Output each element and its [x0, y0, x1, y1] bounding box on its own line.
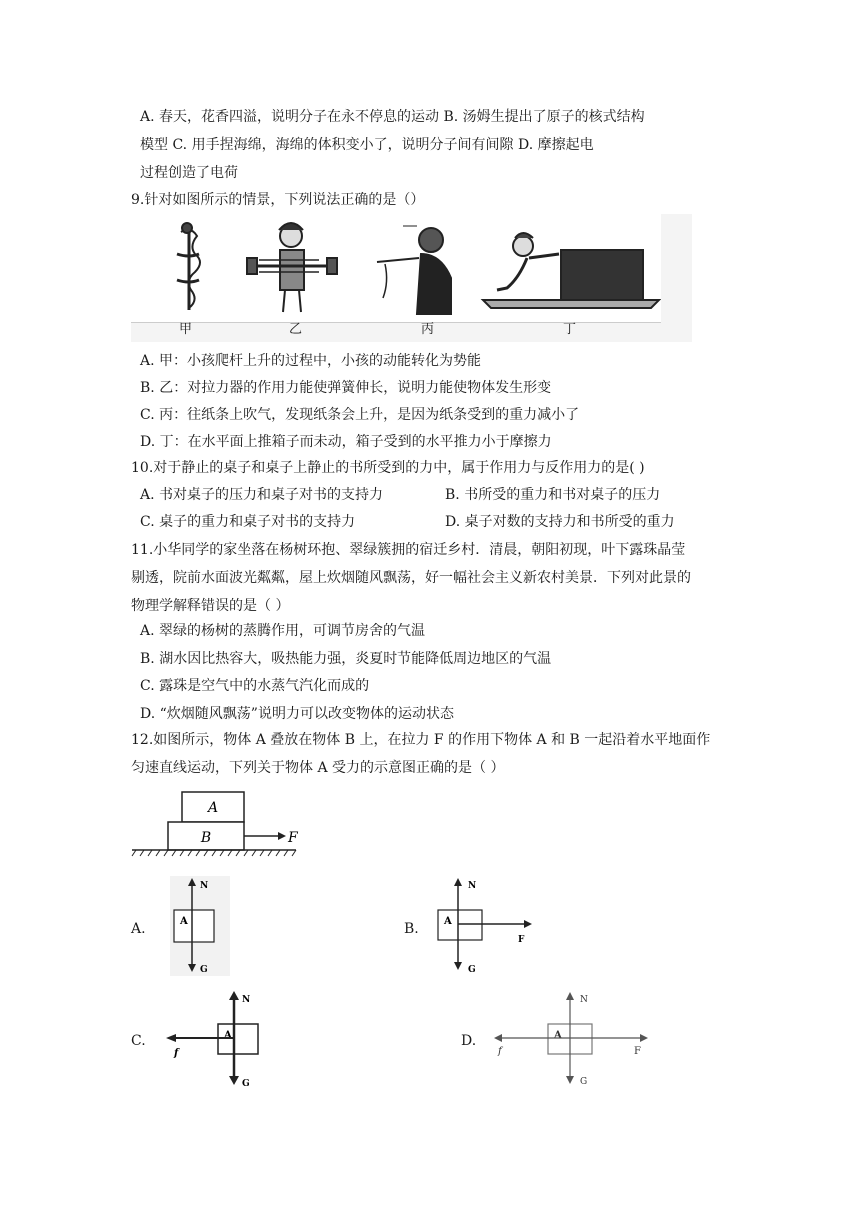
- q8-line3: 过程创造了电荷: [140, 165, 238, 181]
- q9-label-bing: 丙: [421, 322, 435, 337]
- q11-option-b: B. 湖水因比热容大，吸热能力强，炎夏时节能降低周边地区的气温: [140, 651, 552, 667]
- choice-d-pull-label: F: [634, 1046, 641, 1057]
- q11-option-a: A. 翠绿的杨树的蒸腾作用，可调节房舍的气温: [140, 623, 426, 639]
- q12-choice-d-diagram: [488, 990, 658, 1090]
- q11-option-c: C. 露珠是空气中的水蒸气汽化而成的: [140, 678, 370, 694]
- q11-line2: 剔透，院前水面波光粼粼，屋上炊烟随风飘荡，好一幅社会主义新农村美景．下列对此景的: [131, 570, 691, 586]
- q12-choice-a-letter: A.: [131, 921, 146, 937]
- force-f-label: F: [288, 830, 298, 846]
- choice-d-normal-head: [566, 992, 574, 1000]
- q9-label-jia: 甲: [179, 322, 193, 337]
- choice-d-friction-label: f: [498, 1046, 502, 1057]
- q9-label-yi: 乙: [289, 322, 303, 337]
- choice-c-gravity-label: G: [242, 1079, 250, 1089]
- q9-option-d: D. 丁：在水平面上推箱子而未动，箱子受到的水平推力小于摩擦力: [140, 434, 552, 450]
- choice-b-gravity-label: G: [468, 965, 476, 975]
- choice-d-pull-head: [640, 1034, 648, 1042]
- choice-c-friction-label: f: [174, 1048, 179, 1059]
- boy-expander-illustration: [247, 223, 337, 312]
- choice-a-gravity-label: G: [200, 965, 208, 975]
- blowing-paper-illustration: [377, 226, 451, 314]
- q12-choice-d-letter: D.: [461, 1033, 477, 1049]
- block-b-label: B: [200, 830, 212, 846]
- q10-option-c: C. 桌子的重力和桌子对书的支持力: [140, 514, 356, 530]
- q9-illustrations: [131, 214, 661, 322]
- q8-line2: 模型 C. 用手捏海绵，海绵的体积变小了，说明分子间有间隙 D. 摩擦起电: [140, 137, 594, 153]
- q9-option-c: C. 丙：往纸条上吹气，发现纸条会上升，是因为纸条受到的重力减小了: [140, 407, 580, 423]
- choice-c-gravity-head: [229, 1076, 239, 1085]
- q8-line1: A. 春天，花香四溢，说明分子在永不停息的运动 B. 汤姆生提出了原子的核式结构: [140, 109, 645, 125]
- choice-d-block-label: A: [554, 1030, 562, 1041]
- q12-blocks-figure: [128, 786, 308, 858]
- climbing-child-illustration: [177, 223, 200, 310]
- q12-choice-b-diagram: [430, 876, 540, 976]
- choice-b-pull-head: [524, 920, 532, 928]
- choice-d-friction-head: [494, 1034, 502, 1042]
- q11-option-d: D. “炊烟随风飘荡”说明力可以改变物体的运动状态: [140, 706, 454, 722]
- choice-b-normal-head: [454, 878, 462, 886]
- choice-d-normal-label: N: [580, 995, 588, 1005]
- choice-c-friction-head: [166, 1034, 176, 1042]
- q9-label-ding: 丁: [563, 322, 577, 337]
- choice-b-block-label: A: [444, 916, 452, 927]
- choice-b-pull-label: F: [518, 935, 525, 945]
- q10-option-b: B. 书所受的重力和书对桌子的压力: [445, 487, 661, 503]
- ground-hatching: [132, 850, 296, 856]
- pushing-box-illustration: [483, 233, 659, 308]
- block-a-label: A: [207, 800, 219, 816]
- choice-b-normal-label: N: [468, 881, 477, 891]
- q12-line1: 12.如图所示，物体 A 叠放在物体 B 上，在拉力 F 的作用下物体 A 和 B 一起沿着水平地面作: [131, 732, 711, 748]
- q12-choice-b-letter: B.: [404, 921, 419, 937]
- q10-option-d: D. 桌子对数的支持力和书所受的重力: [445, 514, 675, 530]
- q9-figure: [131, 214, 692, 342]
- force-f-arrowhead: [278, 832, 286, 840]
- q10-stem: 10.对于静止的桌子和桌子上静止的书所受到的力中，属于作用力与反作用力的是( ): [131, 460, 645, 476]
- choice-d-gravity-label: G: [580, 1077, 588, 1087]
- q12-line2: 匀速直线运动，下列关于物体 A 受力的示意图正确的是（ ）: [131, 760, 505, 776]
- choice-b-gravity-head: [454, 962, 462, 970]
- choice-d-gravity-head: [566, 1076, 574, 1084]
- q11-line3: 物理学解释错误的是（ ）: [131, 598, 290, 614]
- choice-a-block-label: A: [180, 916, 188, 927]
- q11-line1: 11.小华同学的家坐落在杨树环抱、翠绿簇拥的宿迁乡村．清晨，朝阳初现，叶下露珠晶莹: [131, 542, 686, 558]
- choice-c-normal-head: [229, 991, 239, 1000]
- choice-c-block-label: A: [224, 1030, 232, 1041]
- q12-choice-a-diagram: [160, 876, 240, 976]
- q10-option-a: A. 书对桌子的压力和桌子对书的支持力: [140, 487, 384, 503]
- q9-option-b: B. 乙：对拉力器的作用力能使弹簧伸长，说明力能使物体发生形变: [140, 380, 552, 396]
- choice-a-normal-label: N: [200, 881, 209, 891]
- q9-stem: 9.针对如图所示的情景，下列说法正确的是（）: [131, 192, 425, 208]
- q12-choice-c-diagram: [160, 990, 270, 1090]
- choice-c-normal-label: N: [242, 995, 251, 1005]
- q9-option-a: A. 甲：小孩爬杆上升的过程中，小孩的动能转化为势能: [140, 353, 482, 369]
- q12-choice-c-letter: C.: [131, 1033, 146, 1049]
